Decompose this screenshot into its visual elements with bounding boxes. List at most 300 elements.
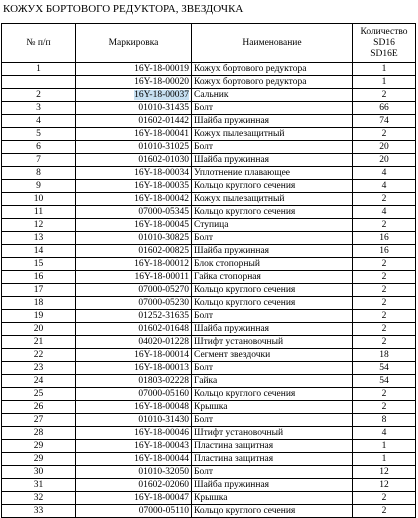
row-name-cell-text: Шайба пружинная — [194, 479, 270, 490]
row-number-cell — [2, 89, 76, 102]
row-marking-cell — [76, 193, 192, 206]
row-marking-cell-text: 07000-05230 — [138, 297, 189, 308]
row-number-cell-text: 24 — [33, 375, 44, 386]
row-marking-cell — [76, 206, 192, 219]
row-name-cell — [192, 505, 353, 518]
row-name-cell — [192, 349, 353, 362]
row-name-cell-text: Кольцо круглого сечения — [194, 297, 296, 308]
row-marking-cell-text: 01602-01442 — [138, 115, 189, 126]
row-number-cell-text: 20 — [33, 323, 44, 334]
row-quantity-cell — [353, 232, 416, 245]
row-name-cell-text: Болт — [194, 466, 213, 477]
row-name-cell — [192, 401, 353, 414]
row-number-cell — [2, 128, 76, 141]
row-name-cell-text: Кольцо круглого сечения — [194, 284, 296, 295]
row-name-cell-text: Блок стопорный — [194, 258, 260, 269]
row-quantity-cell-text: 2 — [381, 193, 387, 204]
table-row — [2, 453, 416, 466]
row-number-cell — [2, 362, 76, 375]
row-quantity-cell — [353, 401, 416, 414]
row-number-cell-text: 8 — [36, 167, 41, 178]
row-quantity-cell — [353, 89, 416, 102]
row-name-cell-text: Шайба пружинная — [194, 115, 270, 126]
table-row — [2, 284, 416, 297]
row-quantity-cell-text: 54 — [379, 375, 389, 386]
row-name-cell — [192, 141, 353, 154]
row-quantity-cell — [353, 310, 416, 323]
table-row — [2, 115, 416, 128]
row-marking-cell-text: 16Y-18-00020 — [134, 76, 189, 87]
row-number-cell — [2, 76, 76, 89]
table-row — [2, 232, 416, 245]
row-quantity-cell-text: 2 — [381, 258, 387, 269]
row-marking-cell — [76, 492, 192, 505]
row-marking-cell — [76, 128, 192, 141]
row-quantity-cell — [353, 115, 416, 128]
row-name-cell — [192, 362, 353, 375]
row-number-cell-text: 7 — [36, 154, 41, 165]
row-name-cell — [192, 63, 353, 76]
table-row — [2, 349, 416, 362]
row-marking-cell-text: 16Y-18-00037 — [134, 89, 189, 100]
table-row — [2, 336, 416, 349]
table-row — [2, 167, 416, 180]
row-quantity-cell-text: 1 — [381, 440, 387, 451]
header-qty-title: Количество — [360, 26, 408, 37]
row-quantity-cell-text: 1 — [381, 76, 387, 87]
row-name-cell-text: Кольцо круглого сечения — [194, 180, 296, 191]
row-marking-cell-text: 16Y-18-00046 — [134, 427, 189, 438]
row-name-cell — [192, 258, 353, 271]
row-name-cell-text: Кожух пылезащитный — [194, 193, 285, 204]
row-name-cell — [192, 388, 353, 401]
row-quantity-cell — [353, 453, 416, 466]
row-number-cell-text: 28 — [33, 427, 44, 438]
row-number-cell-text: 25 — [33, 388, 44, 399]
row-marking-cell-text: 01010-31025 — [138, 141, 189, 152]
table-row — [2, 492, 416, 505]
row-quantity-cell-text: 20 — [379, 141, 389, 152]
table-row — [2, 414, 416, 427]
row-name-cell-text: Кожух пылезащитный — [194, 128, 285, 139]
row-number-cell-text: 9 — [36, 180, 41, 191]
row-number-cell — [2, 401, 76, 414]
parts-table — [1, 23, 416, 518]
row-marking-cell-text: 16Y-18-00044 — [134, 453, 189, 464]
row-name-cell-text: Болт — [194, 310, 213, 321]
row-marking-cell-text: 01602-00825 — [138, 245, 189, 256]
row-marking-cell — [76, 440, 192, 453]
table-header-row — [2, 24, 416, 63]
row-quantity-cell — [353, 466, 416, 479]
row-number-cell — [2, 440, 76, 453]
table-row — [2, 505, 416, 518]
row-marking-cell — [76, 271, 192, 284]
row-quantity-cell-text: 2 — [381, 128, 387, 139]
row-number-cell — [2, 414, 76, 427]
row-number-cell — [2, 323, 76, 336]
row-number-cell — [2, 388, 76, 401]
row-quantity-cell-text: 2 — [381, 323, 387, 334]
row-marking-cell-text: 01010-31435 — [138, 102, 189, 113]
row-name-cell — [192, 167, 353, 180]
row-quantity-cell — [353, 323, 416, 336]
table-row — [2, 440, 416, 453]
row-number-cell — [2, 492, 76, 505]
row-quantity-cell — [353, 219, 416, 232]
row-marking-cell — [76, 388, 192, 401]
table-row — [2, 128, 416, 141]
row-quantity-cell — [353, 206, 416, 219]
row-quantity-cell-text: 2 — [381, 505, 387, 516]
row-number-cell-text: 33 — [33, 505, 44, 516]
row-marking-cell-text: 01010-31430 — [138, 414, 189, 425]
row-marking-cell — [76, 323, 192, 336]
table-row — [2, 362, 416, 375]
row-quantity-cell-text: 2 — [381, 401, 387, 412]
row-quantity-cell-text: 2 — [381, 219, 387, 230]
row-quantity-cell — [353, 492, 416, 505]
row-quantity-cell-text: 2 — [381, 297, 387, 308]
header-mark: Маркировка — [76, 24, 192, 63]
row-number-cell-text: 30 — [33, 466, 44, 477]
row-quantity-cell — [353, 427, 416, 440]
row-marking-cell — [76, 115, 192, 128]
row-number-cell-text: 21 — [33, 336, 44, 347]
row-name-cell — [192, 427, 353, 440]
row-number-cell — [2, 427, 76, 440]
row-number-cell-text: 17 — [33, 284, 44, 295]
row-marking-cell — [76, 310, 192, 323]
row-number-cell-text: 22 — [33, 349, 44, 360]
table-row — [2, 427, 416, 440]
row-marking-cell — [76, 141, 192, 154]
table-row — [2, 193, 416, 206]
row-marking-cell-text: 01010-32050 — [138, 466, 189, 477]
row-marking-cell — [76, 219, 192, 232]
row-number-cell-text: 19 — [33, 310, 44, 321]
table-row — [2, 206, 416, 219]
row-name-cell — [192, 128, 353, 141]
row-number-cell — [2, 466, 76, 479]
row-number-cell — [2, 336, 76, 349]
row-quantity-cell — [353, 440, 416, 453]
row-quantity-cell-text: 2 — [381, 492, 387, 503]
row-number-cell-text: 6 — [36, 141, 41, 152]
row-marking-cell — [76, 154, 192, 167]
row-name-cell — [192, 336, 353, 349]
row-marking-cell-text: 01252-31635 — [138, 310, 189, 321]
row-marking-cell-text: 16Y-18-00043 — [134, 440, 189, 451]
table-row — [2, 388, 416, 401]
row-quantity-cell-text: 12 — [379, 466, 389, 477]
row-marking-cell-text: 16Y-18-00035 — [134, 180, 189, 191]
row-quantity-cell — [353, 128, 416, 141]
row-quantity-cell-text: 74 — [379, 115, 389, 126]
row-marking-cell-text: 07000-05160 — [138, 388, 189, 399]
row-name-cell — [192, 492, 353, 505]
row-number-cell — [2, 349, 76, 362]
row-marking-cell — [76, 102, 192, 115]
table-row — [2, 154, 416, 167]
row-name-cell-text: Гайка стопорная — [194, 271, 261, 282]
row-number-cell — [2, 297, 76, 310]
row-marking-cell-text: 04020-01228 — [138, 336, 189, 347]
row-number-cell — [2, 115, 76, 128]
row-quantity-cell-text: 4 — [381, 427, 387, 438]
row-quantity-cell-text: 2 — [381, 388, 387, 399]
row-name-cell-text: Пластина защитная — [194, 453, 274, 464]
row-name-cell — [192, 180, 353, 193]
row-name-cell-text: Крышка — [194, 492, 228, 503]
row-marking-cell — [76, 349, 192, 362]
row-number-cell-text: 14 — [33, 245, 44, 256]
row-marking-cell-text: 16Y-18-00013 — [134, 362, 189, 373]
row-number-cell-text: 18 — [33, 297, 44, 308]
row-name-cell — [192, 89, 353, 102]
row-name-cell-text: Уплотнение плавающее — [194, 167, 291, 178]
row-name-cell-text: Шайба пружинная — [194, 245, 270, 256]
table-row — [2, 310, 416, 323]
row-quantity-cell-text: 66 — [379, 102, 389, 113]
row-marking-cell-text: 16Y-18-00045 — [134, 219, 189, 230]
row-marking-cell-text: 16Y-18-00042 — [134, 193, 189, 204]
row-marking-cell — [76, 362, 192, 375]
row-marking-cell — [76, 453, 192, 466]
row-marking-cell-text: 16Y-18-00041 — [134, 128, 189, 139]
row-marking-cell-text: 16Y-18-00034 — [134, 167, 189, 178]
row-number-cell-text: 31 — [33, 479, 44, 490]
table-row — [2, 76, 416, 89]
row-marking-cell-text: 16Y-18-00012 — [134, 258, 189, 269]
row-number-cell — [2, 284, 76, 297]
row-number-cell — [2, 206, 76, 219]
row-name-cell — [192, 466, 353, 479]
row-name-cell — [192, 154, 353, 167]
row-marking-cell-text: 01803-02228 — [138, 375, 189, 386]
row-quantity-cell — [353, 154, 416, 167]
row-marking-cell — [76, 180, 192, 193]
row-number-cell-text: 2 — [36, 89, 41, 100]
row-quantity-cell — [353, 102, 416, 115]
row-quantity-cell — [353, 414, 416, 427]
row-name-cell-text: Ступица — [194, 219, 229, 230]
row-name-cell-text: Сегмент звездочки — [194, 349, 271, 360]
row-quantity-cell-text: 2 — [381, 336, 387, 347]
row-number-cell-text: 5 — [36, 128, 41, 139]
row-name-cell — [192, 479, 353, 492]
row-marking-cell-text: 01010-30825 — [138, 232, 189, 243]
row-marking-cell-text: 16Y-18-00011 — [134, 271, 189, 282]
row-number-cell-text: 12 — [33, 219, 44, 230]
row-number-cell-text: 26 — [33, 401, 44, 412]
row-quantity-cell-text: 8 — [381, 414, 387, 425]
row-number-cell — [2, 102, 76, 115]
row-name-cell-text: Сальник — [194, 89, 229, 100]
row-marking-cell-text: 16Y-18-00048 — [134, 401, 189, 412]
row-name-cell-text: Пластина защитная — [194, 440, 274, 451]
row-marking-cell-text: 16Y-18-00047 — [134, 492, 189, 503]
row-marking-cell — [76, 89, 192, 102]
row-number-cell — [2, 479, 76, 492]
row-marking-cell-text: 07000-05270 — [138, 284, 189, 295]
row-marking-cell — [76, 466, 192, 479]
table-row — [2, 271, 416, 284]
row-marking-cell-text: 01602-01030 — [138, 154, 189, 165]
row-marking-cell — [76, 505, 192, 518]
row-marking-cell — [76, 297, 192, 310]
table-row — [2, 245, 416, 258]
table-row — [2, 102, 416, 115]
row-quantity-cell — [353, 375, 416, 388]
row-number-cell — [2, 245, 76, 258]
row-number-cell-text: 29 — [33, 440, 44, 451]
row-name-cell — [192, 414, 353, 427]
row-quantity-cell-text: 2 — [381, 284, 387, 295]
row-name-cell-text: Болт — [194, 362, 213, 373]
row-marking-cell — [76, 232, 192, 245]
row-marking-cell — [76, 245, 192, 258]
row-quantity-cell-text: 1 — [381, 63, 387, 74]
row-name-cell — [192, 453, 353, 466]
row-number-cell — [2, 193, 76, 206]
row-name-cell — [192, 323, 353, 336]
row-quantity-cell — [353, 76, 416, 89]
row-number-cell-text: 11 — [33, 206, 44, 217]
table-row — [2, 375, 416, 388]
table-row — [2, 479, 416, 492]
row-marking-cell-text: 16Y-18-00019 — [134, 63, 189, 74]
row-marking-cell-text: 07000-05110 — [138, 505, 189, 516]
row-number-cell — [2, 310, 76, 323]
row-number-cell — [2, 219, 76, 232]
table-row — [2, 297, 416, 310]
row-marking-cell — [76, 167, 192, 180]
row-quantity-cell — [353, 141, 416, 154]
row-quantity-cell-text: 2 — [381, 310, 387, 321]
table-row — [2, 401, 416, 414]
row-quantity-cell-text: 2 — [381, 271, 387, 282]
row-name-cell-text: Болт — [194, 232, 213, 243]
row-number-cell — [2, 375, 76, 388]
table-body — [2, 63, 416, 518]
row-quantity-cell — [353, 245, 416, 258]
row-name-cell-text: Кольцо круглого сечения — [194, 388, 296, 399]
row-quantity-cell-text: 4 — [381, 206, 387, 217]
row-name-cell-text: Кольцо круглого сечения — [194, 206, 296, 217]
row-number-cell — [2, 232, 76, 245]
table-row — [2, 141, 416, 154]
document-title: КОЖУХ БОРТОВОГО РЕДУКТОРА, ЗВЕЗДОЧКА — [3, 3, 244, 15]
row-name-cell — [192, 232, 353, 245]
header-qty-model-sd16: SD16 — [373, 37, 395, 48]
row-marking-cell — [76, 258, 192, 271]
row-number-cell-text: 16 — [33, 271, 44, 282]
row-name-cell — [192, 219, 353, 232]
row-number-cell — [2, 154, 76, 167]
table-row — [2, 323, 416, 336]
row-name-cell-text: Штифт установочный — [194, 336, 284, 347]
row-name-cell-text: Шайба пружинная — [194, 323, 270, 334]
row-quantity-cell — [353, 479, 416, 492]
row-number-cell — [2, 271, 76, 284]
row-name-cell-text: Болт — [194, 141, 213, 152]
row-name-cell — [192, 440, 353, 453]
row-quantity-cell-text: 54 — [379, 362, 389, 373]
row-marking-cell — [76, 427, 192, 440]
row-number-cell — [2, 167, 76, 180]
row-name-cell-text: Гайка — [194, 375, 218, 386]
row-quantity-cell — [353, 336, 416, 349]
row-name-cell-text: Кожух бортового редуктора — [194, 76, 307, 87]
row-name-cell — [192, 115, 353, 128]
row-quantity-cell-text: 16 — [379, 232, 389, 243]
row-name-cell-text: Болт — [194, 414, 213, 425]
header-qty — [353, 24, 416, 63]
row-quantity-cell — [353, 271, 416, 284]
row-name-cell — [192, 284, 353, 297]
row-quantity-cell — [353, 193, 416, 206]
row-number-cell-text: 15 — [33, 258, 44, 269]
table-row — [2, 258, 416, 271]
row-marking-cell-text: 01602-01648 — [138, 323, 189, 334]
row-name-cell — [192, 76, 353, 89]
row-name-cell — [192, 193, 353, 206]
row-name-cell-text: Шайба пружинная — [194, 154, 270, 165]
row-quantity-cell — [353, 297, 416, 310]
row-number-cell-text: 27 — [33, 414, 44, 425]
row-number-cell — [2, 180, 76, 193]
row-quantity-cell-text: 1 — [381, 453, 387, 464]
table-row — [2, 219, 416, 232]
row-quantity-cell-text: 4 — [381, 167, 387, 178]
row-number-cell — [2, 258, 76, 271]
table-row — [2, 89, 416, 102]
row-quantity-cell-text: 18 — [379, 349, 389, 360]
row-number-cell-text: 13 — [33, 232, 44, 243]
row-name-cell — [192, 310, 353, 323]
row-quantity-cell — [353, 505, 416, 518]
row-marking-cell — [76, 401, 192, 414]
row-marking-cell-text: 07000-05345 — [138, 206, 189, 217]
row-marking-cell — [76, 63, 192, 76]
table-row — [2, 63, 416, 76]
row-quantity-cell — [353, 362, 416, 375]
row-marking-cell-text: 01602-02060 — [138, 479, 189, 490]
row-name-cell-text: Штифт установочный — [194, 427, 284, 438]
row-marking-cell — [76, 336, 192, 349]
header-num: № п/п — [2, 24, 76, 63]
row-name-cell — [192, 375, 353, 388]
row-marking-cell — [76, 375, 192, 388]
row-quantity-cell — [353, 167, 416, 180]
row-number-cell-text: 32 — [33, 492, 44, 503]
row-number-cell-text: 29 — [33, 453, 44, 464]
row-marking-cell — [76, 414, 192, 427]
row-quantity-cell-text: 4 — [381, 180, 387, 191]
row-quantity-cell-text: 20 — [379, 154, 389, 165]
row-name-cell-text: Крышка — [194, 401, 228, 412]
row-quantity-cell-text: 2 — [381, 89, 387, 100]
row-marking-cell — [76, 479, 192, 492]
row-number-cell-text: 3 — [36, 102, 41, 113]
row-quantity-cell — [353, 349, 416, 362]
table-row — [2, 180, 416, 193]
row-name-cell-text: Кожух бортового редуктора — [194, 63, 307, 74]
row-number-cell-text: 1 — [36, 63, 41, 74]
row-quantity-cell-text: 16 — [379, 245, 389, 256]
row-marking-cell-text: 16Y-18-00014 — [134, 349, 189, 360]
